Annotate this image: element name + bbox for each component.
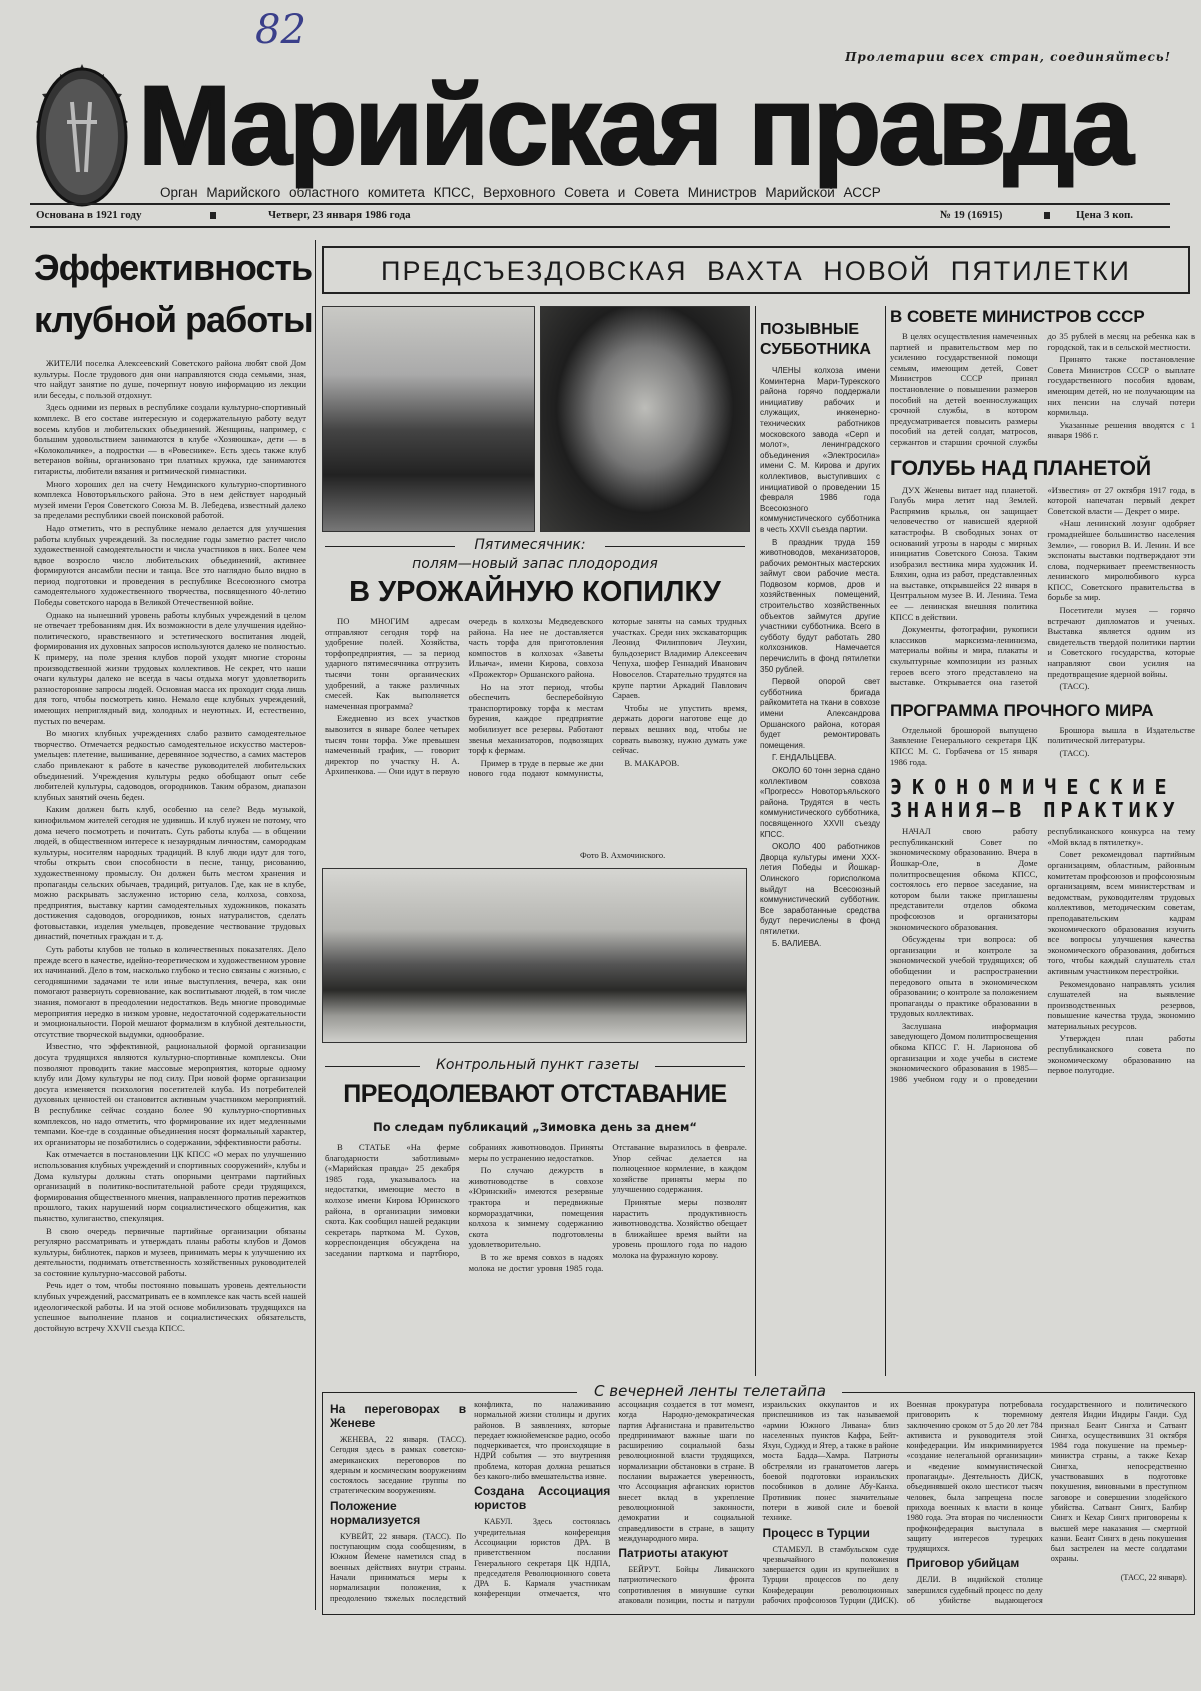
paragraph: Рекомендовано направлять усилия слушателей на выявление производственных резервов, повышение качества труда, экономию материальных ресурсов. [1047,978,1195,1031]
paragraph: В СТАТЬЕ «На ферме благодарности заботливым» («Марийская правда» 25 декабря 1985 года, указывалось на недостатки, имеющие место в колхозе имени Кирова Юринского района, в организации зимовки скота. Как сообщил нашей редакции секретарь парткома М. Сухов, корреспонденция обсуждена на заседании парткома и партбюро, собраниях животноводов. Приняты меры по устранению недостатков. [325,1142,604,1258]
teletype-item-text: БЕЙРУТ. Бойцы Ливанского патриотического фронта сопротивления в минувшие сутки атаковали позиции, посты и патрули израильских оккупантов и их приспешников из так называемой «армии Южного Ливана» близ населенных пунктов Кафра, Бейт-Яхун, Суджуд и Ятер, а также в районе моста Бадда—Хамра. Патриоты обстреляли из гранатометов лагерь боевой подготовки израильских пособников в долине Абу-Канха. Противник понес значительные потери в живой силе и боевой технике. [618,1400,899,1606]
masthead-rule-top [30,203,1170,205]
urozhai-subkicker: полям—новый запас плодородия [412,556,658,572]
teletype-item-title: Процесс в Турции [762,1525,870,1540]
preodolevayut-body [325,1142,747,1273]
paragraph: Пример в труде в первые же дни нового года подают коммунисты, которые заняты на самых трудных участках. Среди них экскаваторщик Леонид Филиппович Леухин, бульдозерист Владимир Алексеевич Чепуха, шофер Геннадий Иванович Новоселов. Старательно трудятся на крупе партии Аркадий Павлович Сараев. [468,616,747,779]
column-rule [755,306,756,1376]
paragraph: Б. ВАЛИЕВА. [772,939,822,949]
paragraph: В праздник труда 159 животноводов, механизаторов, рабочих ремонтных мастерских займут свои рабочие места. Подвозом кормов, дров и хозяйственных помещений, строительство хозяйственных объектов займутся другие участники субботника. Всего в субботу будут работать 280 колхозников. Намечается перечислить в фонд пятилетки 350 рублей. [760,537,880,674]
urozhai-kicker: Пятимесячник: [474,537,586,553]
paragraph: Однако на нынешний уровень работы клубных учреждений в целом не отвечает требованиям дня. Их возможности в деле улучшения идейно-политического, нравственного и эстетического воспитания людей, формирования их духовных запросов используются далеко не полностью. К примеру, на поле зрения клубов порой уходят многие стороны производственной жизни трудовых коллективов. Не секрет, что наши очаги культуры далеко не всегда в часы отдыха могут удовлетворить разносторонние запросы людей. Основная масса их проходит сюда лишь для того, чтобы посмотреть кино. Немало еще клубных учреждений, имеющих неприглядный вид, холодных и неуютных. И, естественно, пустых по вечерам. [34,609,306,726]
paragraph: В целях осуществления намеченных партией и правительством мер по усилению государственной помощи семьям, имеющим детей, Совет Министров СССР принял постановление о повышении размеров пособий на детей военнослужащих срочной службы, в котором предусматривается повысить размеры пособий на детей солдат, матросов, сержантов и старшин срочной службы до 35 рублей в месяц на ребенка как в городской, так и в сельской местности. [890,331,1195,447]
column-rule [885,306,886,1376]
teletype-columns [330,1400,1187,1606]
paragraph: Первой опорой свет субботника бригада райкомитета на ткани в совхозе имени Александрова Оршанского района, которая будет ремонтировать помещения. [760,677,880,750]
paragraph: Отдельной брошюрой выпущено Заявление Генерального секретаря ЦК КПСС М. С. Горбачева от 15 января 1986 года. [890,724,1038,767]
kicker-rule [655,1066,745,1067]
kicker-rule [325,546,455,547]
paragraph: (ТАСС). [1059,748,1090,758]
photo-credit: Фото В. Ахмочинского. [580,850,666,860]
sovmin-headline: В СОВЕТЕ МИНИСТРОВ СССР [890,307,1145,326]
paragraph: Утвержден план работы республиканского совета по экономическому образованию на первое полугодие. [1047,1033,1195,1076]
paragraph: Посетители музея — горячо встречают дипломатов и ученых. Выставка является одним из свидетельств твердой политики партии и Советского государства, которые направляют свои усилия на предотвращение ядерной войны. [1047,605,1195,679]
teletype-item-text: КУВЕЙТ, 22 января. (ТАСС). По поступающим сюда сообщениям, в Южном Йемене наметился спад в военных действиях внутри страны. Начали приниматься меры к нормализации положения, к преодолению тяжелых последствий конфликта, по налаживанию нормальной жизни столицы и других районов. В заявлениях, которые передает южнойеменское радио, особо подчеркивается, что происходящие в НДРЙ события — это внутренняя проблема, которая должна решаться без какого-либо вмешательства извне. [330,1400,611,1603]
teletype-item-title: Положение нормализуется [330,1498,421,1527]
sovmin-body [890,331,1195,448]
paragraph: Известно, что эффективной, рациональной формой организации досуга трудящихся являются культурно-спортивные комплексы. Они позволяют проводить такие массовые мероприятия, которые одному клубу или Дому культуры не под силу. При новой форме организации досуга изменяется психология посетителей клуба. Из потребителей духовных ценностей он становится активным участником мероприятий. В республике сейчас создано более 90 культурно-спортивных комплексов, но надо отметить, что формирование их идет медленными темпами. Кое-где в созданные объединения носят формальный характер, их организаторы не позаботились о содержании, эффективности работы. [34,1041,306,1147]
paragraph: Речь идет о том, чтобы постоянно повышать уровень деятельности клубных учреждений, рассматривать ее в комплексе как часть всей нашей идеологической работы. И на этой основе мобилизовать трудящихся на успешное выполнение планов и социалистических обязательств, достойную встречу XXVII съезда КПСС. [34,1280,306,1333]
urozhai-headline: В УРОЖАЙНУЮ КОПИЛКУ [349,576,721,608]
paragraph: Документы, фотографии, рукописи классиков марксизма-ленинизма, материалы войны и мира, плакаты и скульптурные композиции из разных героев всего этого представлено на выставке. Открывается она газетой «Известия» от 27 октября 1917 года, в которой напечатан первый декрет Советской власти — Декрет о мире. [890,484,1195,688]
teletype-item-text: КАБУЛ. Здесь состоялась учредительная конференция Ассоциации юристов ДРА. В приветственном послании Генерального секретаря ЦК НДПА, председателя Революционного совета ДРА Б. Кармаля участникам конференции отмечается, что ассоциация создается в тот момент, когда Народно-демократическая партия Афганистана и правительство предпринимают важные шаги по расширению социальной базы революционной власти трудящихся, нормализации обстановки в стране. В послании выражается уверенность, что Ассоциация афганских юристов внесет вклад в укрепление революционной законности, демократии и социальной справедливости в стране, в защиту международного мира. [474,1400,755,1599]
preodolevayut-kicker: Контрольный пункт газеты [435,1057,640,1073]
teletype-item-title: Приговор убийцам [906,1556,1020,1571]
right-column [890,308,1195,1094]
paragraph: Надо отметить, что в республике немало делается для улучшения работы клубных учреждений. За последние годы заметно растет число художественной самодеятельности и числа участников в них. Более чем вдвое возросло число любительских объединений, активнее формируются ансамбли песни и танца. Все это наглядно было видно в период подготовки и проведения в республике Всесоюзного смотра самодеятельного художественного творчества, посвященного 40-летию Победы советского народа в Великой Отечественной войне. [34,522,306,608]
issue-date: Четверг, 23 января 1986 года [268,209,411,221]
paragraph: Указанные решения вводятся с 1 января 1986 г. [1047,419,1195,441]
urozhai-body [325,616,747,779]
paragraph: Обсуждены три вопроса: об организации и контроле за экономической учебой трудящихся; об обобщении и распространении передового опыта в экономическом образовании; о контроле за положением пропаганды о практике образовании в трудовых коллективах. [890,934,1038,1019]
bullet [1044,212,1050,219]
paragraph: Здесь одними из первых в республике создали культурно-спортивный комплекс. В его составе интересную и содержательную работу ведут восемь клубов и любительских объединений. Женщины, например, с большим удовольствием занимаются в клубе «Хозяюшка», дети — в «Колокольчике», а подростки — в «Ровеснике». Есть здесь также клуб ветеранов войны, организовано три платных кружка, где занимаются гитаристы, любители вязания и ритмической гимнастики. [34,402,306,476]
paragraph: (ТАСС). [1059,681,1090,692]
newspaper-title: Марийская правда [138,63,1131,188]
paragraph: ДУХ Женевы витает над планетой. Голубь мира летит над Землей. Распрямив крылья, он защищает человечество от нависшей ядерной катастрофы. В свободных зонах от оснований угрозы в народы с мирных инициатив Советского Союза. Таким изобразил вестника мира художник И. Бляхин, одна из работ, представленных на выставке, открывшейся 22 января в Центральном музее В. И. Ленина. Тема ее — ленинская внешняя политика КПСС в действии. [890,484,1038,622]
teletype-item-text: ДЕЛИ. В индийской столице завершился судебный процесс по делу об убийстве выдающегося государственного и политического деятеля Индии Индиры Ганди. Суд признал Беант Сингха и Сатвант Сингха, осуществивших 31 октября 1984 года покушение на премьер-министра страны, а также Кехар Сингха, непосредственно участвовавших в подготовке покушения, виновными в преступном заговоре и совершении злодейского убийства. Сатвант Сингх, Балбир Сингх и Кехар Сингх приговорены к высшей мере наказания — смертной казни. Беант Сингх в день покушения был застрелен на месте солдатами охраны. [906,1400,1187,1606]
paragraph: ЧЛЕНЫ колхоза имени Коминтерна Мари-Турекского района горячо поддержали инициативу рабочих и служащих, инженерно-технических работников московского завода «Серп и молот», ленинградского объединения «Электросила» имени С. М. Кирова и других коллективов, выступивших с инициативой о проведении 15 февраля 1986 года Всесоюзного коммунистического субботника в честь XXVII съезда партии. [760,366,880,534]
teletype-item-text: СТАМБУЛ. В стамбульском суде чрезвычайного положения завершается один из крупнейших в Турции процессов по делу Конфедерации революционных рабочих профсоюзов Турции (ДИСК). Военная прокуратура потребовала приговорить к тюремному заключению сроком от 5 до 20 лет 784 активиста и руководителя этой конфедерации. Им инкриминируется «создание нелегальной организации» и «ведение коммунистической пропаганды». Деятельность ДИСК, объединявшей около шестисот тысяч человек, была запрещена после прихода военных к власти в конце 1980 года. Эта вторая по численности профконфедерация выступала в защиту интересов турецких трудящихся. [762,1400,1043,1606]
golub-body [890,485,1195,692]
paragraph: По случаю дежурств в животноводстве в совхозе «Юринский» имеются резервные трактора и передвижные кормораздатчики, помещения колхоза к зимнему содержанию скота подготовлены удовлетворительно. [468,1165,604,1250]
handwritten-note: 82 [255,7,306,53]
preodolevayut-headline: ПРЕОДОЛЕВАЮТ ОТСТАВАНИЕ [343,1080,727,1108]
teletype-item-text: ЖЕНЕВА, 22 января. (ТАСС). Сегодня здесь в рамках советско-американских переговоров по ядерным и космическим вооружениям состоялось заседание группы по стратегическим вооружениям. [330,1435,467,1496]
kicker-rule [605,546,745,547]
banner-title: ПРЕДСЪЕЗДОВСКАЯ ВАХТА НОВОЙ ПЯТИЛЕТКИ [381,256,1131,286]
paragraph: НАЧАЛ свою работу республиканский Совет по экономическому образованию. Вчера в Йошкар-Оле, в Доме политпросвещения обкома КПСС, состоялось его первое заседание, на котором были также приглашены представители отделов обкома профсоюзов и организаторы экономического образования. [890,826,1038,932]
paragraph: Г. ЕНДАЛЬЦЕВА. [772,753,837,763]
paragraph: Совет рекомендовал партийным организациям, областным, районным комитетам профсоюзов и профсоюзным организациям, всем министерствам и ведомствам, руководителям трудовых коллективов, методическим советам, преподавательским кадрам экономического образования изучить все вопросы улучшения качества экономического образования, добиться того, чтобы каждый слушатель стал активным участником перестройки. [1047,849,1195,976]
lead-headline-line1: Эффективность [34,247,313,288]
paragraph: Чтобы не упустить время, держать дороги наготове еще до первых вешних вод, чтобы не сорвать вывозку, нужно думать уже сейчас. [612,702,747,756]
ekonom-body [890,826,1195,1084]
paragraph: Как отмечается в постановлении ЦК КПСС «О мерах по улучшению использования клубных учреждений и спортивных сооружений», клубы и Дома культуры должны стать опорными центрами партийных организаций в политико-воспитательной работе среди трудящихся, формирования общественного мнения, направленного против пережитков прошлого, таких нарушений норм социалистического общежития, как пьянство, хулиганство, спекуляция. [34,1149,306,1223]
paragraph: ПО МНОГИМ адресам отправляют сегодня торф на удобрение полей. Хозяйства, торфопредприятия, — за период ударного пятимесячника отгрузить тысячи тонн органических удобрений, а также различных смесей. Как выполняется намеченная программа? [325,616,460,711]
paragraph: «Наш ленинский лозунг одобряет громаднейшее большинство населения Земли», — говорил В. И. Ленин. И все экспонаты выставки подтверждают эти слова, подчеркивает преемственность ленинского миролюбивого курса КПСС, Советского правительства в борьбе за мир. [1047,518,1195,603]
pozyvnye-headline-line2: СУББОТНИКА [760,341,871,358]
pozyvnye-body [760,366,880,952]
paragraph: Брошюра вышла в Издательстве политической литературы. [1047,724,1195,746]
paragraph: ОКОЛО 60 тонн зерна сдано коллективом совхоза «Прогресс» Новоторъяльского района. Трудятся в честь коммунистического субботника, посвященного XXVII съезду КПСС. [760,765,880,839]
newspaper-subtitle: Орган Марийского областного комитета КПСС, Верховного Совета и Совета Министров Марийской АССР [160,185,881,200]
paragraph: Каким должен быть клуб, особенно на селе? Ведь музыкой, кинофильмом жителей сегодня не удивишь. И клуб нужен не потому, что дома нечего посмотреть и почитать. Суть работы клуба — в общении людей, в общественном интересе к незаурядным личностям, самородкам культуры, носителям народных традиций. В клуб люди идут для того, чтобы открыть свои способности в песне, танцу, рисованию, художественному промыслу. Он должен быть местом хранения и пропаганды сельских обычаев, традиций, ритуалов. Где, как не в клубе, можно раскрывать заслуженно историю села, колхоза, совхоза, предприятия, выставку картин самодеятельных художников, показать достижения садоводов, огородников, юных натуралистов, сделать фотовыставки, изделия умельцев, проведение чествование трудовых династий, почетных граждан и т. д. [34,804,306,942]
programma-headline: ПРОГРАММА ПРОЧНОГО МИРА [890,700,1154,720]
paragraph: Много хороших дел на счету Немдинского культурно-спортивного комплекса Новоторъяльского района. Это в нем действует народный музей имени Героя Советского Союза М. В. Лебедева, известный далеко за пределами республики своей поисковой работой. [34,478,306,521]
paragraph: ОКОЛО 400 работников Дворца культуры имени XXX-летия Победы и Йошкар-Олинского горисполкома выйдут на Всесоюзный коммунистический субботник. Все заработанные средства будут перечислены в фонд пятилетки. [760,842,880,936]
photo-excavator-loading-truck [322,868,747,1043]
paragraph: Заслушана информация заведующего Домом политпросвещения обкома КПСС Г. Н. Ларионова об организации и ходе учебы в системе экономического образования в 1985—1986 учебном году и о проведении республиканского конкурса на тему «Мой вклад в пятилетку». [890,826,1195,1084]
teletype-item-title: Создана Ассоциация юристов [474,1484,611,1513]
motto: Пролетарии всех стран, соединяйтесь! [845,50,1171,64]
teletype-item [330,1402,466,1497]
lead-headline-line2: клубной работы [34,299,313,340]
lead-article-body [34,358,306,1335]
photo-workers-excavator [322,306,535,532]
ekonom-headline-line2: ЗНАНИЯ—В ПРАКТИКУ [890,798,1180,823]
paragraph: ЖИТЕЛИ поселка Алексеевский Советского района любят свой Дом культуры. После трудового дня они направляются сюда семьями, зная, что найдут занятие по душе, почерпнут новую информацию из лекции или беседы, с пользой отдохнут. [34,358,306,400]
price: Цена 3 коп. [1076,209,1134,221]
teletype-signoff: (ТАСС, 22 января). [1120,1572,1187,1582]
paragraph: Ежедневно из всех участков вывозится в январе более четырех тысяч тонн торфа. Уже превышен намеченный график, — говорит директор по участку Н. А. Архипенкова. — Они идут в первую очередь в колхозы Медведевского района. На нее не доставляется часть торфа для приготовления компостов в колхозах «Заветы Ильича», имени Кирова, совхоза «Прожектор» Оршанского района. [325,616,604,777]
teletype-header: С вечерней ленты телетайпа [594,1382,826,1400]
programma-body [890,725,1195,767]
paragraph: Принятые меры позволят нарастить продуктивность животноводства. Хозяйство обещает в ближайшее время выйти на уровень прошлого года по надою молока на фуражную корову. [612,1196,747,1260]
founded-info: Основана в 1921 году [36,209,142,221]
preodolevayut-subtitle: По следам публикаций „Зимовка день за днем“ [373,1120,697,1134]
paragraph: Но на этот период, чтобы обеспечить бесперебойную транспортировку торфа к местам бурения, каждое предприятие мобилизует все резервы. Работают звенья механизаторов, подвозящих торф к фермам. [468,681,604,756]
paragraph: Во многих клубных учреждениях слабо развито самодеятельное творчество. Отмечается редкостью самодеятельное искусство мастеров-умельцев: плетение, вышивание, деревянное зодчество, а самих мастеров слабо привлекают к работе в качестве руководителей любительских объединений. Учреждения культуры редко обобщают опыт себе любителей культуры, садоводов, огородников. Таким образом, диапазон клубных занятий очень беден. [34,728,306,802]
paragraph: В свою очередь первичные партийные организации обязаны регулярно рассматривать и утверждать планы работы клубов и Домов культуры, библиотек, парков и музеев, принимать меры к улучшению их деятельности, поднимать ответственность хозяйственных руководителей за состояние культурно-массовой работы. [34,1225,306,1278]
masthead-rule-bottom [30,226,1170,228]
pozyvnye-headline-line1: ПОЗЫВНЫЕ [760,321,860,338]
teletype-item-title: Патриоты атакуют [618,1546,729,1561]
teletype-item-title: На переговорах в Женеве [330,1402,467,1430]
photo-worker-portrait [540,306,750,532]
paragraph: В. МАКАРОВ. [624,757,680,768]
column-rule [315,240,316,1610]
golub-headline: ГОЛУБЬ НАД ПЛАНЕТОЙ [890,456,1152,480]
order-emblem [32,62,132,212]
paragraph: В то же время совхоз в надоях молока не достиг уровня 1985 года. Отставание выразилось в феврале. Упор сейчас делается на полноценное кормление, в каждом хозяйстве приняты меры по улучшению содержания. [468,1142,747,1273]
paragraph: Принято также постановление Совета Министров СССР о выплате государственного пособия вдовам, имеющим детей, но не получающим на них пенсии на случай потери кормильца. [1047,354,1195,418]
kicker-rule [325,1066,420,1067]
badge-of-honour-icon [32,62,132,212]
bullet [210,212,216,219]
teletype-box [322,1392,1195,1615]
paragraph: Суть работы клубов не только в количественных показателях. Дело прежде всего в качестве, идейно-теоретическом и художественном уровне их начинаний. Дело в том, насколько глубоко и тесно связаны с жизнью, с сегодняшними задачами те или иные выступления, вечера, как они помогают развернуть соревнование, как воспитывают людей, в том числе знания, помогают в преодолении недостатков. Ведь многие проводимые мероприятия нередко в низком уровне, недостаточной содержательности и эмоциональности. Порой мешают формализм в клубной деятельности, отсутствие творческой выдумки, однообразие. [34,944,306,1039]
issue-number: № 19 (16915) [940,209,1003,221]
ekonom-headline-line1: ЭКОНОМИЧЕСКИЕ [890,775,1177,800]
